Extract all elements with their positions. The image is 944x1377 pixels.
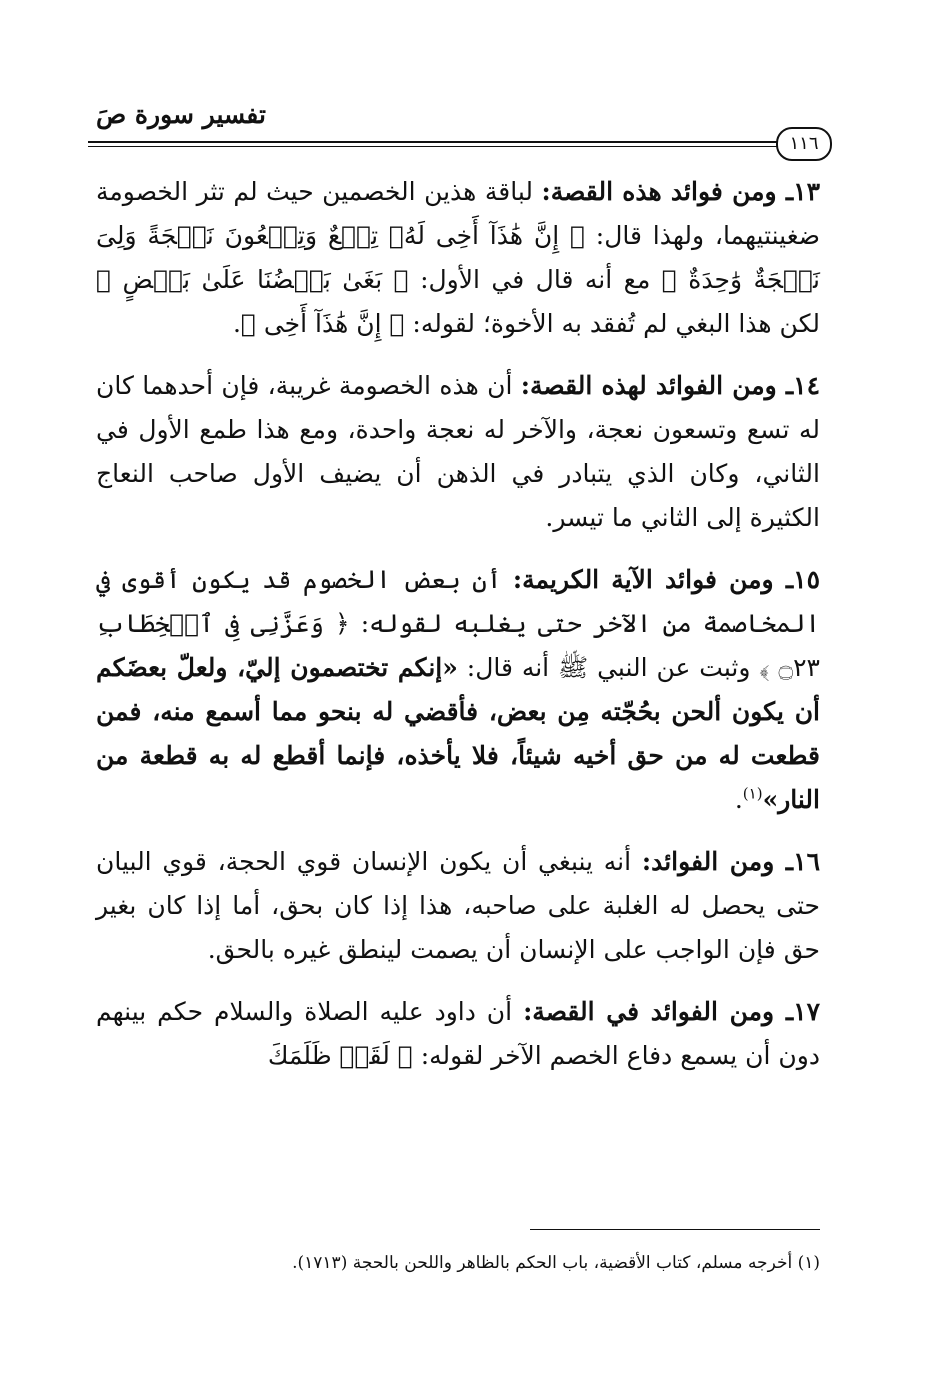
running-title: تفسير سورة صَ [96, 100, 266, 129]
paragraph-end: . [734, 785, 743, 814]
paragraph-text: أن بعض الخصوم قد يكون أقوى في المخاصمة من الآخر حتى يغلبه لقوله: ﴿ وَعَزَّنِى فِى ٱلۡخِطَابِ ۝٢٣ ﴾ وثبت عن النبي ﷺ أنه قال: [96, 565, 820, 682]
hadith-quote: «إنكم تختصمون إليّ، ولعلّ بعضَكم أن يكون ألحن بحُجّته مِن بعض، فأقضي له بنحو مما أسمع منه، فمن قطعت له من حق أخيه شيئاً، فلا يأخذه، فإنما أقطع له به قطعة من النار» [96, 653, 820, 814]
header-rule [88, 141, 778, 143]
footnote-reference[interactable]: (١) [742, 784, 763, 803]
paragraph-lead: ١٥ـ ومن فوائد الآية الكريمة: [512, 565, 820, 594]
header-rule-thin [88, 146, 778, 147]
paragraph-17 [96, 990, 820, 1078]
paragraph-lead: ١٧ـ ومن الفوائد في القصة: [523, 997, 821, 1026]
paragraph-16 [96, 840, 820, 972]
paragraph-lead: ١٦ـ ومن الفوائد: [641, 847, 820, 876]
paragraph-text: أنه ينبغي أن يكون الإنسان قوي الحجة، قوي البيان حتى يحصل له الغلبة على صاحبه، هذا إذا كان بحق، أما إذا كان بغير حق فإن الواجب على الإنسان أن يصمت لينطق غيره بالحق. [96, 847, 820, 964]
footnote: (١) أخرجه مسلم، كتاب الأقضية، باب الحكم بالظاهر واللحن بالحجة (١٧١٣). [292, 1253, 820, 1273]
body-text [96, 170, 820, 1078]
paragraph-text: أن داود عليه الصلاة والسلام حكم بينهم دون أن يسمع دفاع الخصم الآخر لقوله: ﴿ لَقَدۡ ظَلَمَكَ [96, 997, 820, 1070]
paragraph-15 [96, 558, 820, 822]
paragraph-14 [96, 364, 820, 540]
paragraph-13 [96, 170, 820, 346]
footnote-separator [530, 1229, 820, 1230]
paragraph-text: أن هذه الخصومة غريبة، فإن أحدهما كان له تسع وتسعون نعجة، والآخر له نعجة واحدة، ومع هذا طمع الأول في الثاني، وكان الذي يتبادر في الذهن أن يضيف الأول صاحب النعاج الكثيرة إلى الثاني ما تيسر. [96, 371, 820, 532]
page-number: ١١٦ [776, 127, 832, 161]
paragraph-text: لباقة هذين الخصمين حيث لم تثر الخصومة ضغينتيهما، ولهذا قال: ﴿ إِنَّ هَٰذَآ أَخِى لَهُۥ تِسۡعٌ وَتِسۡعُونَ نَعۡجَةً وَلِىَ نَعۡجَةٌ وَٰحِدَةٌ ﴾ مع أنه قال في الأول: ﴿ بَغَىٰ بَعۡضُنَا عَلَىٰ بَعۡضٍ ﴾ لكن هذا البغي لم تُفقد به الأخوة؛ لقوله: ﴿ إِنَّ هَٰذَآ أَخِى ﴾. [96, 177, 820, 338]
paragraph-lead: ١٣ـ ومن فوائد هذه القصة: [541, 177, 820, 206]
paragraph-lead: ١٤ـ ومن الفوائد لهذه القصة: [520, 371, 820, 400]
